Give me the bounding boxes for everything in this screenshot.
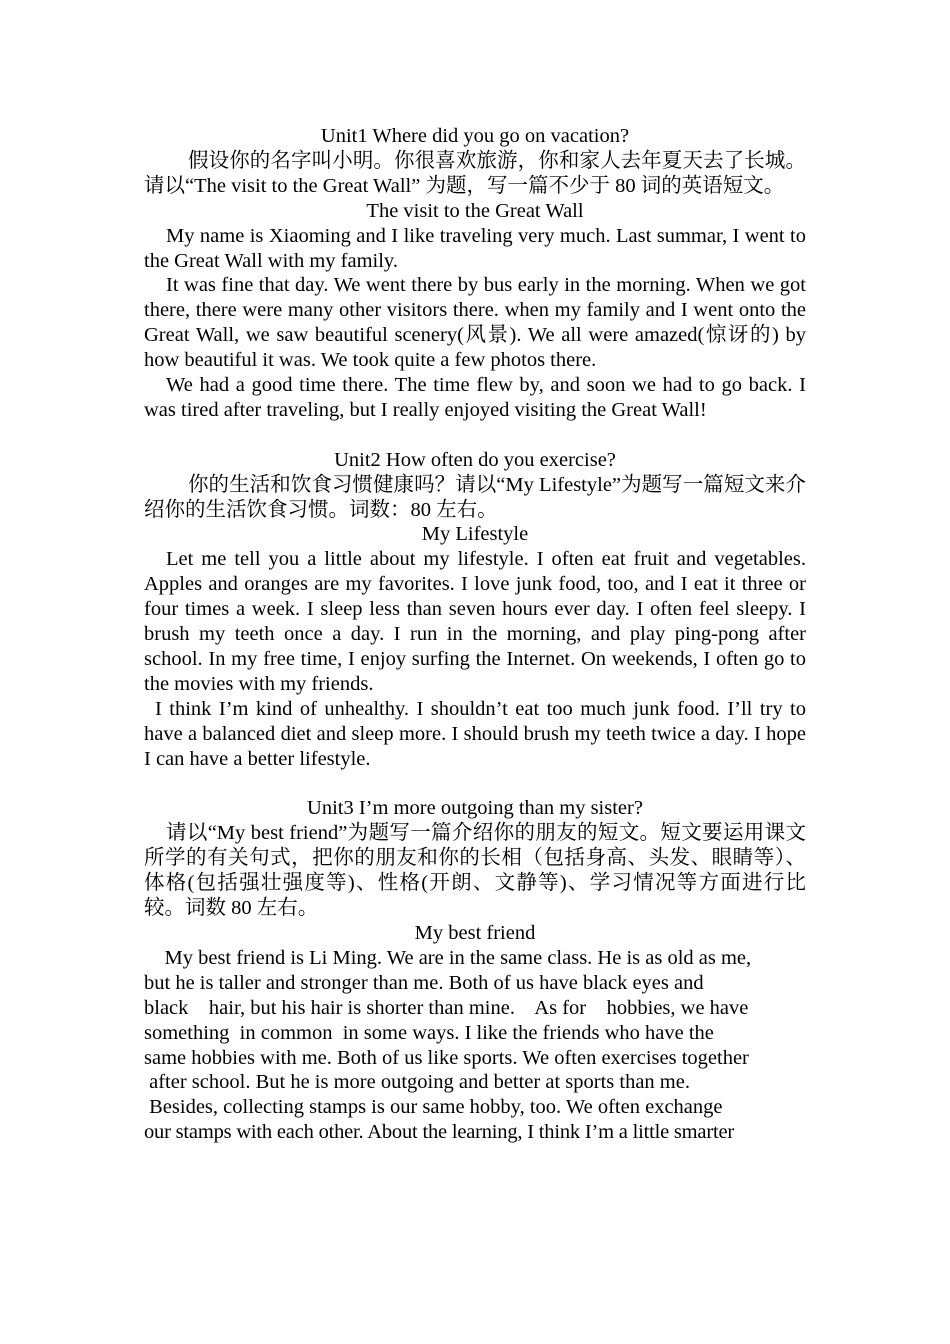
unit2-paragraph-2: I think I’m kind of unhealthy. I shouldn’t eat too much junk food. I’ll try to have a balanced diet and sleep more. I should brush my teeth twice a day. I hope I can have a better lifestyle. xyxy=(144,697,806,770)
unit1-title: Unit1 Where did you go on vacation? xyxy=(320,125,630,147)
section-spacer xyxy=(144,772,806,797)
unit1-paragraph-1: My name is Xiaoming and I like traveling very much. Last summar, I went to the Great Wall with my family. xyxy=(144,224,806,272)
unit3-line: My best friend is Li Ming. We are in the same class. He is as old as me, xyxy=(144,946,752,969)
unit3-line: same hobbies with me. Both of us like sports. We often exercises together xyxy=(144,1046,749,1069)
unit3-prompt: 请以“My best friend”为题写一篇介绍你的朋友的短文。短文要运用课文所学的有关句式，把你的朋友和你的长相（包括身高、头发、眼睛等）、体格(包括强壮强度等)、性格(开朗、文静等)、学习情况等方面进行比较。词数 80 左右。 xyxy=(144,822,806,920)
unit1-prompt: 假设你的名字叫小明。你很喜欢旅游，你和家人去年夏天去了长城。请以“The visit to the Great Wall” 为题，写一篇不少于 80 词的英语短文。 xyxy=(144,149,806,197)
unit2-essay-title: My Lifestyle xyxy=(421,523,529,546)
unit2-prompt: 你的生活和饮食习惯健康吗？请以“My Lifestyle”为题写一篇短文来介绍你的生活饮食习惯。词数：80 左右。 xyxy=(144,473,806,521)
unit1-paragraph-2: It was fine that day. We went there by bus early in the morning. When we got there, there were many other visitors there. when my family and I went onto the Great Wall, we saw beautiful scenery(风景). We all were amazed(惊讶的) by how beautiful it was. We took quite a few photos there. xyxy=(144,274,806,372)
unit1-essay-title: The visit to the Great Wall xyxy=(366,199,584,222)
unit3-essay-title: My best friend xyxy=(414,921,536,944)
unit3-line: our stamps with each other. About the learning, I think I’m a little smarter xyxy=(144,1121,734,1144)
unit2-title: Unit2 How often do you exercise? xyxy=(334,448,616,471)
unit3-line: black hair, but his hair is shorter than mine. As for hobbies, we have xyxy=(144,996,749,1019)
unit3-line: something in common in some ways. I like the friends who have the xyxy=(144,1021,714,1044)
unit3-essay-body xyxy=(144,946,806,1145)
document-page xyxy=(144,124,806,1145)
unit3-line: after school. But he is more outgoing and better at sports than me. xyxy=(144,1071,690,1094)
unit3-title: Unit3 I’m more outgoing than my sister? xyxy=(307,797,643,820)
unit2-paragraph-1: Let me tell you a little about my lifestyle. I often eat fruit and vegetables. Apples and oranges are my favorites. I love junk food, too, and I eat it three or four times a week. I sleep less than seven hours ever day. I often feel sleepy. I brush my teeth once a day. I run in the morning, and play ping-pong after school. In my free time, I enjoy surfing the Internet. On weekends, I often go to the movies with my friends. xyxy=(144,548,806,695)
unit1-paragraph-3: We had a good time there. The time flew by, and soon we had to go back. I was tired after traveling, but I really enjoyed visiting the Great Wall! xyxy=(144,374,806,421)
unit3-line: Besides, collecting stamps is our same hobby, too. We often exchange xyxy=(144,1096,723,1119)
unit3-line: but he is taller and stronger than me. Both of us have black eyes and xyxy=(144,971,704,994)
section-spacer xyxy=(144,423,806,448)
